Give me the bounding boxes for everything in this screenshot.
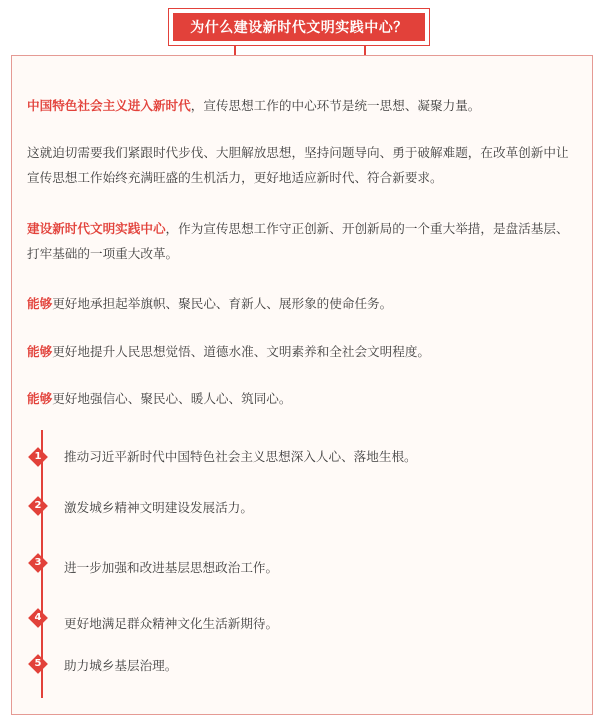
paragraph-highlight: 中国特色社会主义进入新时代 xyxy=(27,98,191,113)
item-text: 更好地满足群众精神文化生活新期待。 xyxy=(64,616,279,631)
item-number: 3 xyxy=(34,557,42,568)
paragraph-highlight: 建设新时代文明实践中心 xyxy=(27,221,166,236)
item-text: 激发城乡精神文明建设发展活力。 xyxy=(64,500,253,515)
paragraph-text: ，宣传思想工作的中心环节是统一思想、凝聚力量。 xyxy=(190,98,481,113)
title-banner xyxy=(168,8,430,46)
paragraph-highlight: 能够 xyxy=(27,391,53,406)
paragraph-highlight: 能够 xyxy=(27,344,53,359)
paragraph-text: 更好地强信心、聚民心、暖人心、筑同心。 xyxy=(52,391,292,406)
item-number: 4 xyxy=(34,612,42,623)
paragraph-4 xyxy=(27,291,577,316)
paragraph-text: 更好地提升人民思想觉悟、道德水准、文明素养和全社会文明程度。 xyxy=(52,344,430,359)
paragraph-2 xyxy=(27,140,577,190)
item-number: 1 xyxy=(34,451,42,462)
paragraph-text: 这就迫切需要我们紧跟时代步伐、大胆解放思想，坚持问题导向、勇于破解难题，在改革创新中让宣传思想工作始终充满旺盛的生机活力，更好地适应新时代、符合新要求。 xyxy=(27,145,569,185)
page-title: 为什么建设新时代文明实践中心？ xyxy=(173,13,425,41)
item-text: 进一步加强和改进基层思想政治工作。 xyxy=(64,560,279,575)
paragraph-1 xyxy=(27,93,577,118)
paragraph-text: 更好地承担起举旗帜、聚民心、育新人、展形象的使命任务。 xyxy=(52,296,393,311)
paragraph-5 xyxy=(27,339,577,364)
paragraph-3 xyxy=(27,216,577,266)
content-panel xyxy=(11,55,593,715)
paragraph-6 xyxy=(27,386,577,411)
item-text: 推动习近平新时代中国特色社会主义思想深入人心、落地生根。 xyxy=(64,449,417,464)
item-text: 助力城乡基层治理。 xyxy=(64,658,178,673)
item-number: 5 xyxy=(34,658,42,669)
item-number: 2 xyxy=(34,500,42,511)
paragraph-highlight: 能够 xyxy=(27,296,53,311)
paragraph-text: ，作为宣传思想工作守正创新、开创新局的一个重大举措，是盘活基层、打牢基础的一项重大改革。 xyxy=(27,221,569,261)
